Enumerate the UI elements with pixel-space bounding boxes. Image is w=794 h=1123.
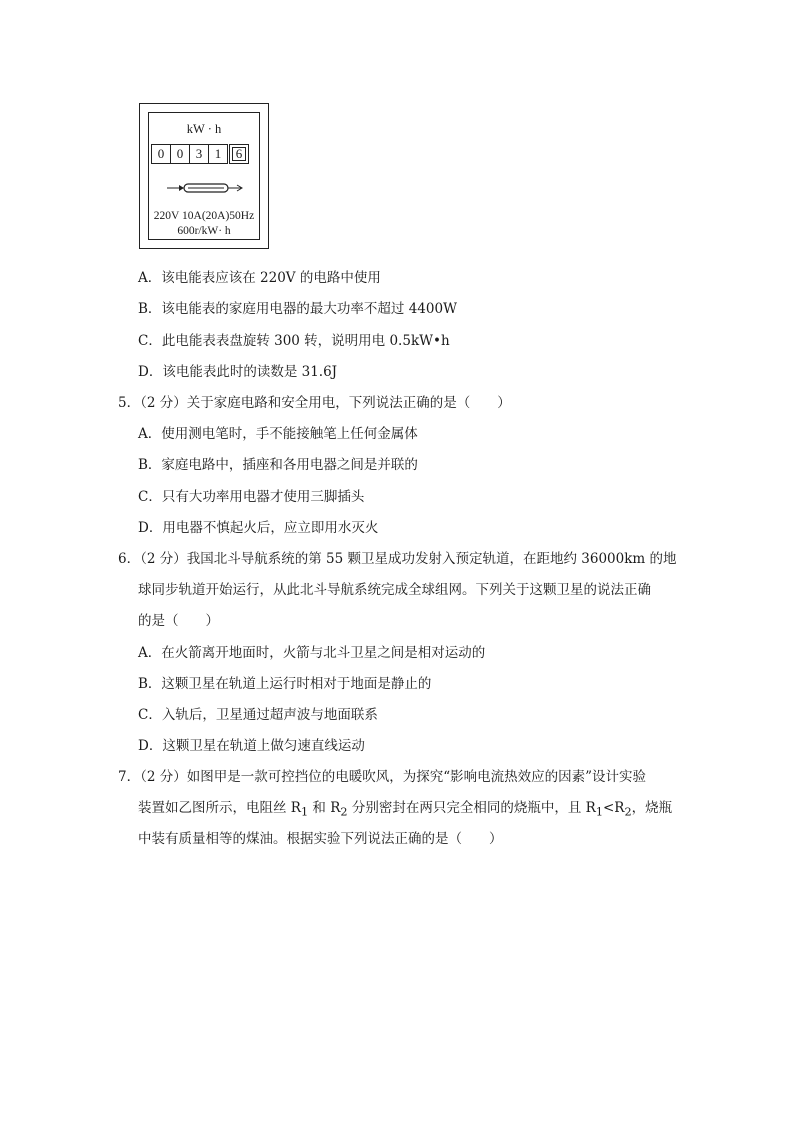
meter-digit: 0: [151, 144, 171, 164]
meter-digit-row: [151, 144, 248, 164]
meter-digit: 3: [189, 144, 209, 164]
q4-option-c: C．此电能表表盘旋转 300 转，说明用电 0.5kW•h: [138, 333, 450, 349]
electric-meter-figure: [139, 103, 269, 249]
q6-stem-line3: 的是（ ）: [138, 613, 219, 629]
q5-option-d: D．用电器不慎起火后，应立即用水灭火: [138, 520, 379, 536]
q6-stem-line2: 球同步轨道开始运行，从此北斗导航系统完成全球组网。下列关于这颗卫星的说法正确: [138, 582, 651, 598]
q5-option-a: A．使用测电笔时，手不能接触笔上任何金属体: [138, 426, 418, 442]
meter-revolutions: 600r/kW· h: [177, 225, 231, 237]
q7-stem-line3: 中装有质量相等的煤油。根据实验下列说法正确的是（ ）: [138, 831, 503, 847]
q5-option-b: B．家庭电路中，插座和各用电器之间是并联的: [138, 457, 418, 473]
meter-digit: 0: [170, 144, 190, 164]
meter-digit-decimal: 6: [229, 144, 249, 164]
q7-stem-line1: 7．（2 分）如图甲是一款可控挡位的电暖吹风，为探究“影响电流热效应的因素”设计实验: [118, 769, 647, 785]
q6-option-c: C．入轨后，卫星通过超声波与地面联系: [138, 707, 378, 723]
q6-stem-line1: 6．（2 分）我国北斗导航系统的第 55 颗卫星成功发射入预定轨道，在距地约 36000km 的地: [118, 551, 677, 567]
meter-digit: 1: [208, 144, 228, 164]
q7-stem-line2: 装置如乙图所示，电阻丝 $R_1$ 和 $R_2$ 分别密封在两只完全相同的烧瓶中，且 $R_1<R_2$，烧瓶: [138, 800, 673, 819]
q6-option-d: D．这颗卫星在轨道上做匀速直线运动: [138, 738, 365, 754]
q6-option-b: B．这颗卫星在轨道上运行时相对于地面是静止的: [138, 676, 432, 692]
meter-disc-icon: [167, 179, 247, 197]
q6-option-a: A．在火箭离开地面时，火箭与北斗卫星之间是相对运动的: [138, 645, 486, 661]
q4-option-d: D．该电能表此时的读数是 31.6J: [138, 364, 338, 380]
q5-stem: 5．（2 分）关于家庭电路和安全用电，下列说法正确的是（ ）: [118, 395, 511, 411]
meter-unit: kW · h: [186, 122, 222, 136]
meter-rating: 220V 10A(20A)50Hz: [153, 210, 255, 222]
q4-option-b: B．该电能表的家庭用电器的最大功率不超过 4400W: [138, 301, 457, 317]
q4-option-a: A．该电能表应该在 220V 的电路中使用: [138, 270, 381, 286]
meter-face: [148, 112, 260, 240]
q5-option-c: C．只有大功率用电器才使用三脚插头: [138, 489, 365, 505]
